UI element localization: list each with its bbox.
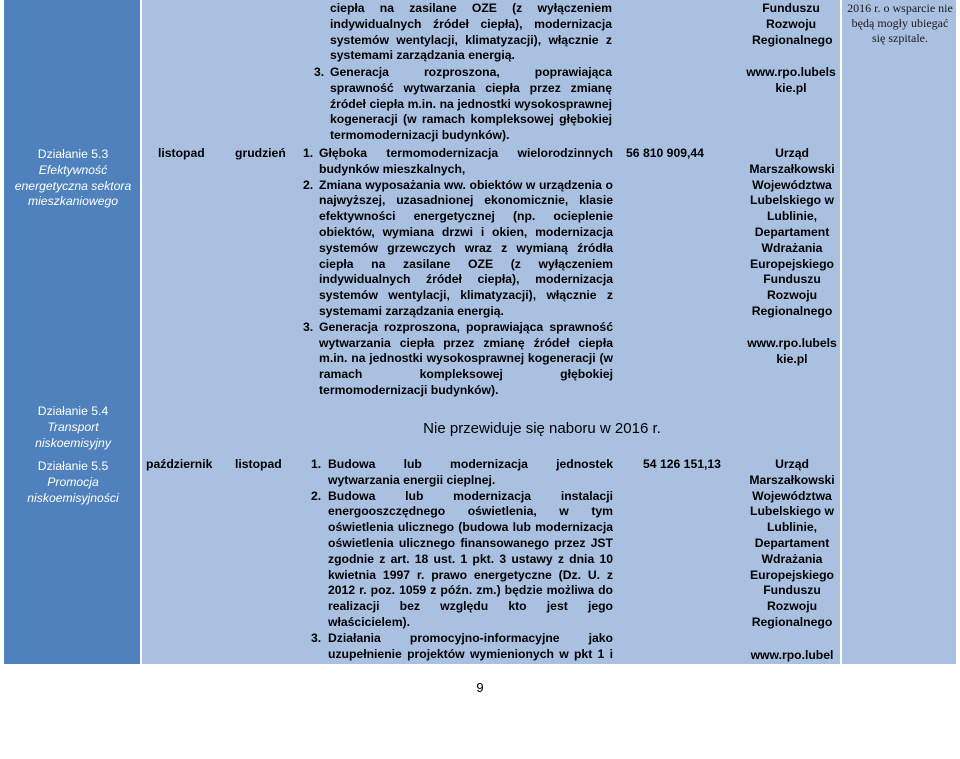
row-55-items	[311, 457, 613, 664]
row-55-amount: 54 126 151,13	[643, 457, 721, 471]
row-55-institution: Urząd Marszałkowski Województwa Lubelskiego w Lublinie, Departament Wdrażania Europejskiego Funduszu Rozwoju Regionalnego	[749, 457, 835, 629]
row-55-item-3: 3. Działania promocyjno-informacyjne jako uzupełnienie projektów wymienionych w pkt 1 i	[311, 630, 613, 661]
top-fragment-item3	[314, 65, 612, 144]
action-column	[4, 0, 140, 664]
row-53-items	[303, 146, 613, 399]
row-53-institution: Urząd Marszałkowski Województwa Lubelskiego w Lublinie, Departament Wdrażania Europejskiego Funduszu Rozwoju Regionalnego	[749, 146, 835, 318]
action-5-5-label	[8, 459, 138, 506]
page-number: 9	[476, 680, 484, 695]
row-53-item-1: 1. Głęboka termomodernizacja wielorodzinnych budynków mieszkalnych,	[303, 146, 613, 176]
top-www-text[interactable]: www.rpo.lubelskie.pl	[746, 65, 836, 95]
row-55-month-start: październik	[146, 457, 213, 471]
row-54-notice: Nie przewiduje się naboru w 2016 r.	[423, 420, 661, 437]
top-item3-num: 3.	[314, 65, 325, 79]
row-53-www-link[interactable]: www.rpo.lubelskie.pl	[747, 336, 837, 366]
top-institution-text: Funduszu Rozwoju Regionalnego	[752, 1, 833, 47]
row-53-item-3: 3. Generacja rozproszona, poprawiająca sprawność wytwarzania ciepła przez zmianę źródeł ciepła m.in. na jednostki wysokosprawnej kogeneracji (w ramach kompleksowej głębokiej termomodernizacji budynków).	[303, 319, 613, 397]
top-fragment-lines: ciepła na zasilane OZE (z wyłączeniem indywidualnych źródeł ciepła), modernizacja systemów wentylacji, klimatyzacji), włącznie z systemami zarządzania energią.	[330, 1, 612, 63]
row-53-month-end: grudzień	[235, 146, 286, 160]
row-53-month-start: listopad	[158, 146, 205, 160]
row-55-www-link[interactable]: www.rpo.lubel	[750, 648, 834, 662]
action-5-4-subtitle: Transport niskoemisyjny	[35, 419, 111, 450]
action-5-4-label	[8, 404, 138, 451]
top-fragment-text	[330, 1, 612, 64]
action-5-4-title: Działanie 5.4	[37, 404, 109, 418]
action-5-3-subtitle: Efektywność energetyczna sektora mieszkaniowego	[14, 162, 132, 209]
top-www-link[interactable]	[746, 65, 836, 97]
top-note-text: 2016 r. o wsparcie nie będą mogły ubiegać się szpitale.	[847, 1, 953, 45]
action-5-5-title: Działanie 5.5	[37, 459, 109, 473]
row-55-item-2: 2. Budowa lub modernizacja instalacji energooszczędnego oświetlenia, w tym oświetlenia ulicznego (budowa lub modernizacja oświetlenia ulicznego finansowanego przez JST zgodnie z art. 18 ust. 1 pkt. 3 ustawy z dnia 10 kwietnia 1997 r. prawo energetyczne (Dz. U. z 2012 r. poz. 1059 z późn. zm.) będzie możliwa do realizacji bez względu kto jest jego właścicielem).	[311, 488, 613, 629]
row-55-month-end: listopad	[235, 457, 282, 471]
row-55-item-1: 1. Budowa lub modernizacja jednostek wytwarzania energii cieplnej.	[311, 457, 613, 487]
notes-column	[842, 0, 956, 664]
top-item3-text: Generacja rozproszona, poprawiająca sprawność wytwarzania ciepła przez zmianę źródeł ciepła m.in. na jednostki wysokosprawnej kogeneracji (w ramach kompleksowej głębokiej termomodernizacji budynków).	[330, 65, 612, 143]
action-5-3-label	[8, 147, 138, 210]
action-5-5-subtitle: Promocja niskoemisyjności	[27, 474, 119, 505]
top-note	[846, 1, 954, 46]
row-53-amount: 56 810 909,44	[626, 146, 704, 160]
top-institution	[752, 1, 833, 48]
action-5-3-title: Działanie 5.3	[37, 147, 109, 161]
row-53-item-2: 2. Zmiana wyposażania ww. obiektów w urządzenia o najwyższej, uzasadnionej ekonomicznie, klasie efektywności energetycznej (np. ocieplenie obiektów, wymiana drzwi i okien, modernizacja systemów grzewczych wraz z wymianą źródła ciepła na zasilane OZE (z wyłączeniem indywidualnych źródeł ciepła), modernizacja systemów wentylacji, klimatyzacji), włącznie z systemami zarządzania energią.	[303, 177, 613, 318]
